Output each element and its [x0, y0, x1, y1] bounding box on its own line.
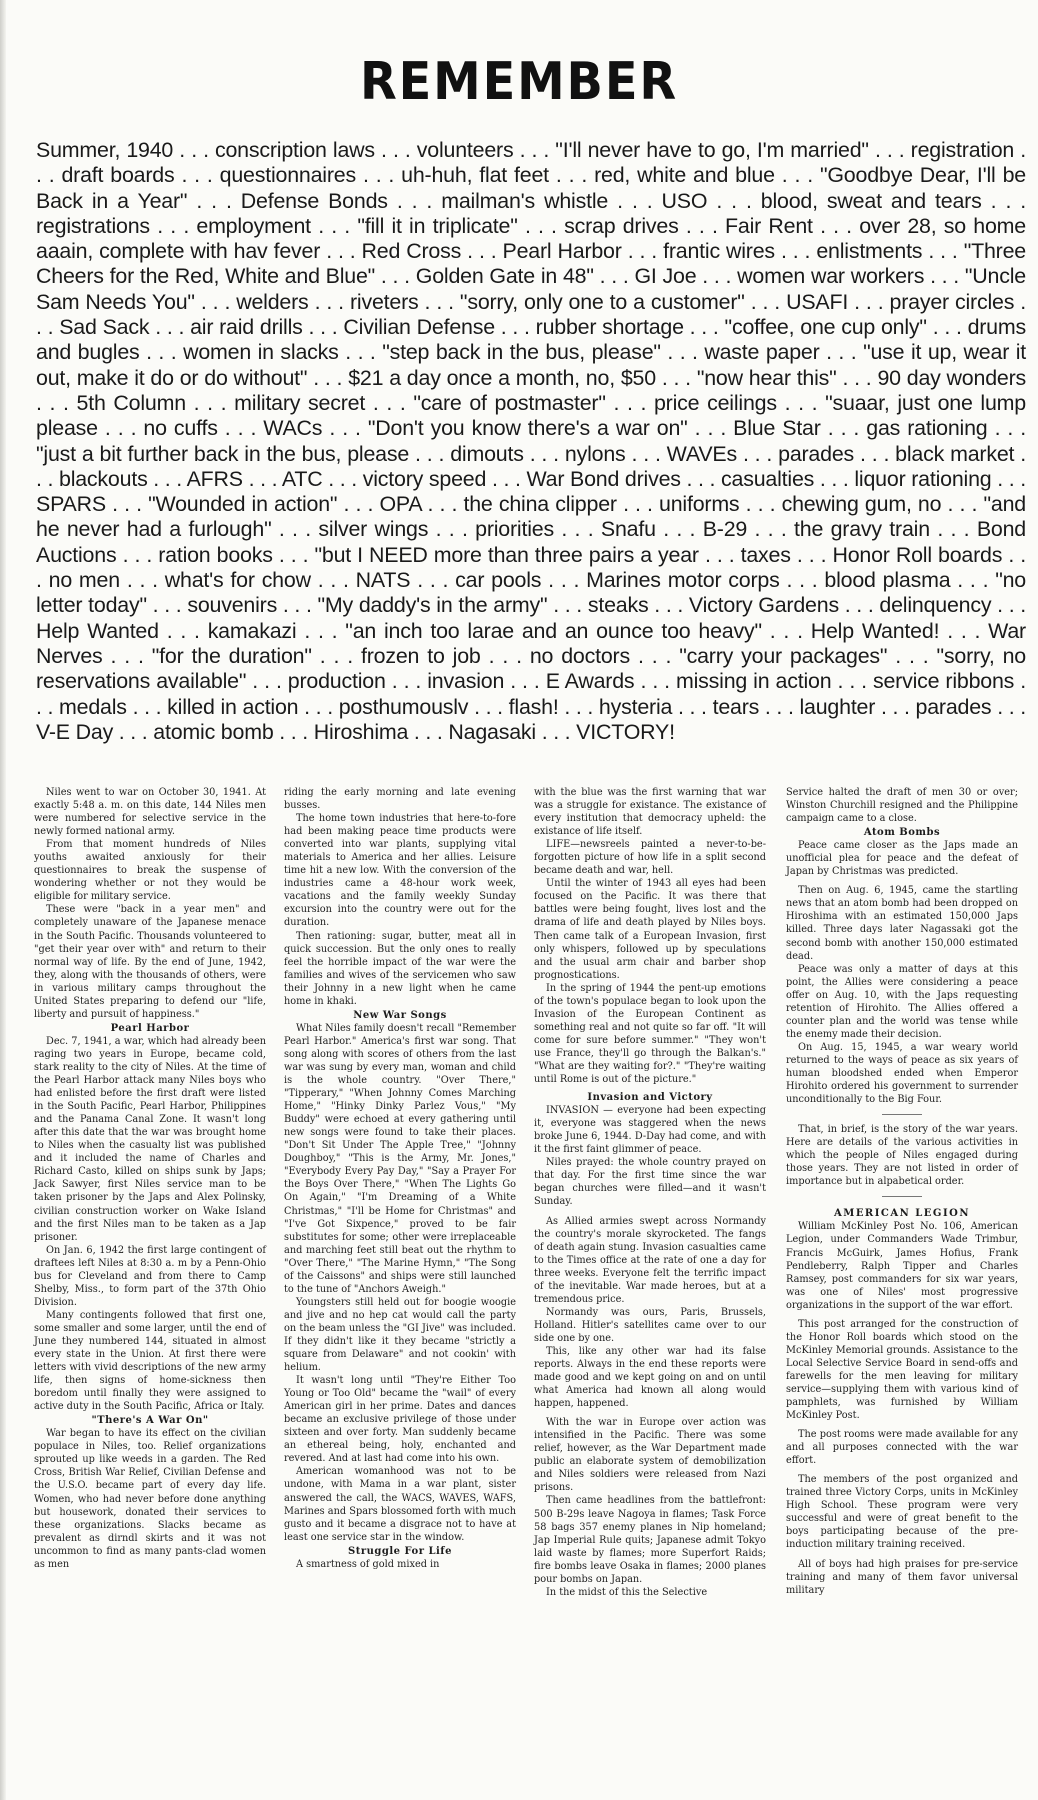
article-paragraph: The post rooms were made available for any and all purposes connected with the war effort. [786, 1429, 1018, 1467]
article-paragraph: LIFE—newsreels painted a never-to-be-forgotten picture of how life in a split second became death and war, hell. [534, 839, 766, 877]
article-paragraph: As Allied armies swept across Normandy the country's morale skyrocketed. The fangs of death again stung. Invasion casualties came to the Times office at the rate of one a day for three weeks. Everyone felt the terrific impact of the inevitable. War made heroes, but at a tremendous price. [534, 1215, 766, 1305]
section-heading-war-on: "There's A War On" [91, 1415, 209, 1427]
page-edge-shadow [0, 0, 6, 1800]
article-paragraph: From that moment hundreds of Niles youths awaited anxiously for their questionnaires to break the suspense of wondering whether or not they would be eligible for military service. [34, 839, 266, 903]
article-paragraph: On Jan. 6, 1942 the first large contingent of draftees left Niles at 8:30 a. m by a Penn-Ohio bus for Cleveland and from there to Camp Shelby, Miss., to form part of the 37th Ohio Division. [34, 1244, 266, 1308]
article-paragraph: All of boys had high praises for pre-service training and many of them favor universal military [786, 1558, 1018, 1596]
article-columns [34, 786, 1024, 1796]
section-heading-american-legion: AMERICAN LEGION [833, 1208, 970, 1220]
article-paragraph: The home town industries that here-to-fore had been making peace time products were converted into war plants, supplying vital materials to America and her allies. Leisure time hit a new low. With the conversion of the industries came a 48-hour work week, vacations and the family weekly Sunday excursion into the country were out for the duration. [284, 813, 516, 929]
article-paragraph: What Niles family doesn't recall "Remember Pearl Harbor." America's first war song. That song along with scores of others from the last war was sung by every man, woman and child is the whole country. "Over There," "Tipperary," "When Johnny Comes Marching Home," "Hinky Dinky Parlez Vous," "My Buddy" were echoed at every gathering until new songs were found to take their places. "Don't Sit Under The Apple Tree," "Johnny Doughboy," "This is the Army, Mr. Jones," "Everybody Every Pay Day," "Say a Prayer For the Boys Over There," "When The Lights Go On Again," "I'm Dreaming of a White Christmas," "I'll be Home for Christmas" and "I've Got Sixpence," proved to be fair substitutes for some; other were irreplaceable and marching feet still beat out the rhythm to "Over There," "The Marine Hymn," "The Song of the Caissons" and ships were still launched to the tune of "Anchors Aweigh." [284, 1022, 516, 1295]
section-divider [882, 1196, 922, 1197]
section-heading-pearl-harbor: Pearl Harbor [110, 1022, 190, 1034]
article-paragraph: Until the winter of 1943 all eyes had been focused on the Pacific. It was there that battles were being fought, lives lost and the drama of life and death played by Niles boys. Then came talk of a European Invasion, first only whispers, followed up by speculations and the usual arm chair and barber shop prognostications. [534, 878, 766, 981]
article-paragraph: with the blue was the first warning that war was a struggle for existance. The existance of every institution that democracy upheld: the existance of life itself. [534, 787, 766, 838]
article-paragraph: Then rationing: sugar, butter, meat all in quick succession. But the only ones to really feel the horrible impact of the war were the families and wives of the servicemen who saw their Johnny in a new light when he came home in khaki. [284, 930, 516, 1007]
article-paragraph: These were "back in a year men" and completely unaware of the Japanese menace in the South Pacific. Thousands volunteered to "get their year over with" and return to their normal way of life. By the end of June, 1942, they, along with the thousands of others, were in various military camps throughout the United States preparing to defend our "life, liberty and pursuit of happiness." [34, 904, 266, 1020]
article-paragraph: Service halted the draft of men 30 or over; Winston Churchill resigned and the Philippine campaign came to a close. [786, 787, 1018, 825]
article-paragraph: In the spring of 1944 the pent-up emotions of the town's populace began to look upon the Invasion of the European Continent as something real and not quite so far off. "It will come for sure before summer." "They won't use France, they'll go through the Balkan's." "What are they waiting for?." "They're waiting until Rome is out of the picture." [534, 982, 766, 1086]
article-paragraph: The members of the post organized and trained three Victory Corps, units in McKinley High School. These program were very successful and were of great benefit to the boys participating because of the pre-induction military training received. [786, 1474, 1018, 1551]
article-paragraph: Niles went to war on October 30, 1941. At exactly 5:48 a. m. on this date, 144 Niles men were numbered for selective service in the newly formed national army. [34, 787, 266, 838]
section-heading-new-war-songs: New War Songs [353, 1009, 447, 1021]
article-paragraph: With the war in Europe over action was intensified in the Pacific. There was some relief, however, as the War Department made public an elaborate system of demobilization and Niles soldiers were released from Nazi prisons. [534, 1417, 766, 1494]
article-paragraph: On Aug. 15, 1945, a war weary world returned to the ways of peace as six years of human bloodshed ended when Emperor Hirohito ordered his government to surrender unconditionally to the Big Four. [786, 1041, 1018, 1106]
page-title: REMEMBER [359, 52, 679, 112]
article-paragraph: In the midst of this the Selective [546, 1586, 708, 1598]
article-column-4 [786, 786, 1018, 1597]
article-paragraph: INVASION — everyone had been expecting it, everyone was staggered when the news broke June 6, 1944. D-Day had come, and with it the first faint glimmer of peace. [534, 1105, 766, 1156]
section-heading-struggle-for-life: Struggle For Life [348, 1545, 452, 1557]
article-paragraph: War began to have its effect on the civilian populace in Niles, too. Relief organizations sprouted up like weeds in a garden. The Red Cross, British War Relief, Civilian Defense and the U.S.O. became part of every day life. Women, who had never before done anything but housework, donated their services to these organizations. Slacks became as prevalent as dirndl skirts and it was not uncommon to find as many pants-clad women as men [34, 1428, 266, 1570]
article-paragraph: It wasn't long until "They're Either Too Young or Too Old" became the "wail" of every American girl in her prime. Dates and dances became an exclusive privilege of those under sixteen and over forty. Man suddenly became an ethereal being, holy, enchanted and revered. And at last had come into his own. [284, 1375, 516, 1465]
article-paragraph: riding the early morning and late evening busses. [284, 787, 516, 812]
article-column-1 [34, 786, 266, 1571]
section-divider [882, 1114, 922, 1115]
article-column-2 [284, 786, 516, 1571]
article-column-3 [534, 786, 766, 1599]
section-heading-atom-bombs: Atom Bombs [863, 827, 941, 839]
article-paragraph: Peace came closer as the Japs made an unofficial plea for peace and the defeat of Japan by Christmas was predicted. [786, 840, 1018, 878]
remember-list-paragraph: Summer, 1940 . . . conscription laws . . . volunteers . . . "I'll never have to go, I'm married" . . . registration . . . draft boards . . . questionnaires . . . uh-huh, flat feet . . . red, white and blue . . . "Goodbye Dear, I'll be Back in a Year" . . . Defense Bonds . . . mailman's whistle . . . USO . . . blood, sweat and tears . . . registrations . . . employment . . . "fill it in triplicate" . . . scrap drives . . . Fair Rent . . . over 28, so home aaain, complete with hav fever . . . Red Cross . . . Pearl Harbor . . . frantic wires . . . enlistments . . . "Three Cheers for the Red, White and Blue" . . . Golden Gate in 48" . . . GI Joe . . . women war workers . . . "Uncle Sam Needs You" . . . welders . . . riveters . . . "sorry, only one to a customer" . . . USAFI . . . prayer circles . . . Sad Sack . . . air raid drills . . . Civilian Defense . . . rubber shortage . . . "coffee, one cup only" . . . drums and bugles . . . women in slacks . . . "step back in the bus, please" . . . waste paper . . . "use it up, wear it out, make it do or do without" . . . $21 a day once a month, no, $50 . . . "now hear this" . . . 90 day wonders . . . 5th Column . . . military secret . . . "care of postmaster" . . . price ceilings . . . "suaar, just one lump please . . . no cuffs . . . WACs . . . "Don't you know there's a war on" . . . Blue Star . . . gas rationing . . . "just a bit further back in the bus, please . . . dimouts . . . nylons . . . WAVEs . . . parades . . . black market . . . blackouts . . . AFRS . . . ATC . . . victory speed . . . War Bond drives . . . casualties . . . liquor rationing . . . SPARS . . . "Wounded in action" . . . OPA . . . the china clipper . . . uniforms . . . chewing gum, no . . . "and he never had a furlough" . . . silver wings . . . priorities . . . Snafu . . . B-29 . . . the gravy train . . . Bond Auctions . . . ration books . . . "but I NEED more than three pairs a year . . . taxes . . . Honor Roll boards . . . no men . . . what's for chow . . . NATS . . . car pools . . . Marines motor corps . . . blood plasma . . . "no letter today" . . . souvenirs . . . "My daddy's in the army" . . . steaks . . . Victory Gardens . . . delinquency . . . Help Wanted . . . kamakazi . . . "an inch too laraе and an ounce too heavy" . . . Help Wanted! . . . War Nerves . . . "for the duration" . . . frozen to job . . . no doctors . . . "carry your packages" . . . "sorry, no reservations available" . . . production . . . invasion . . . E Awards . . . missing in action . . . service ribbons . . . medals . . . killed in action . . . posthumouslv . . . flash! . . . hysteria . . . tears . . . laughter . . . parades . . . V-E Day . . . atomic bomb . . . Hiroshima . . . Nagasaki . . . VICTORY! [36, 138, 1026, 744]
section-heading-invasion-and-victory: Invasion and Victory [587, 1092, 713, 1104]
article-paragraph: This, like any other war had its false reports. Always in the end these reports were made good and we kept going on and on until what America had known all along would happen, happened. [534, 1345, 766, 1410]
article-paragraph: Youngsters still held out for boogie woogie and jive and no hep cat would call the party on the beam unless the "GI Jive" was included. If they didn't like it they became "strictly a square from Delaware" and not cookin' with helium. [284, 1296, 516, 1374]
article-paragraph: A smartness of gold mixed in [296, 1558, 440, 1570]
article-paragraph: American womanhood was not to be undone, with Mama in a war plant, sister answered the call, the WACS, WAVES, WAFS, Marines and Spars blossomed forth with much gusto and it became a disgrace not to have at least one service star in the window. [284, 1466, 516, 1543]
article-paragraph: Then came headlines from the battlefront: 500 B-29s leave Nagoya in flames; Task Force 58 bags 357 enemy planes in Nip homeland; Jap Imperial Rule quits; Japanese admit Tokyo laid waste by flames; more Superfort Raids; fire bombs leave Osaka in flames; 2000 planes pour bombs on Japan. [534, 1495, 766, 1585]
article-paragraph: That, in brief, is the story of the war years. Here are details of the various activities in which the people of Niles engaged during those years. They are not listed in order of importance but in alpabetical order. [786, 1124, 1018, 1188]
article-paragraph: Peace was only a matter of days at this point, the Allies were considering a peace offer on Aug. 10, with the Japs requesting retention of Hirohito. The Allies offered a counter plan and the world was tense while the enemy made their decision. [786, 963, 1018, 1040]
article-paragraph: This post arranged for the construction of the Honor Roll boards which stood on the McKinley Memorial grounds. Assistance to the Local Selective Service Board in send-offs and farewells for the men leaving for military service—supplying them with various kind of pamphlets, was furnished by William McKinley Post. [786, 1318, 1018, 1422]
article-paragraph: Then on Aug. 6, 1945, came the startling news that an atom bomb had been dropped on Hiroshima with an estimated 150,000 Japs killed. Three days later Nagassaki got the second bomb with another 150,000 estimated dead. [786, 885, 1018, 962]
article-paragraph: Niles prayed: the whole country prayed on that day. For the first time since the war began churches were filled—and it wasn't Sunday. [534, 1157, 766, 1208]
article-paragraph: Dec. 7, 1941, a war, which had already been raging two years in Europe, became cold, stark reality to the city of Niles. At the time of the Pearl Harbor attack many Niles boys who had enlisted before the first draft were listed in the South Pacific, Pearl Harbor, Philippines and the Panama Canal Zone. It wasn't long after this date that the war was brought home to Niles when the casualty list was published and it included the name of Charles and Richard Casto, killed on ships sunk by Japs; Jack Sawyer, first Niles service man to be taken prisoner by the Japs and Alex Polinsky, civilian construction worker on Wake Island and the first Niles man to be taken as a Jap prisoner. [34, 1035, 266, 1243]
article-paragraph: William McKinley Post No. 106, American Legion, under Commanders Wade Trimbur, Francis McGuirk, James Hofius, Frank Pendleberry, Ralph Tipper and Charles Ramsey, post commanders for six war years, was one of Niles' most progressive organizations in the support of the war effort. [786, 1221, 1018, 1311]
article-paragraph: Many contingents followed that first one, some smaller and some larger, until the end of June they numbered 144, situated in almost every state in the Union. At first there were letters with vivid descriptions of the new army life, then signs of home-sickness then boredom until finally they were assigned to active duty in the South Pacific, Africa or Italy. [34, 1309, 266, 1413]
article-paragraph: Normandy was ours, Paris, Brussels, Holland. Hitler's satellites came over to our side one by one. [534, 1306, 766, 1344]
